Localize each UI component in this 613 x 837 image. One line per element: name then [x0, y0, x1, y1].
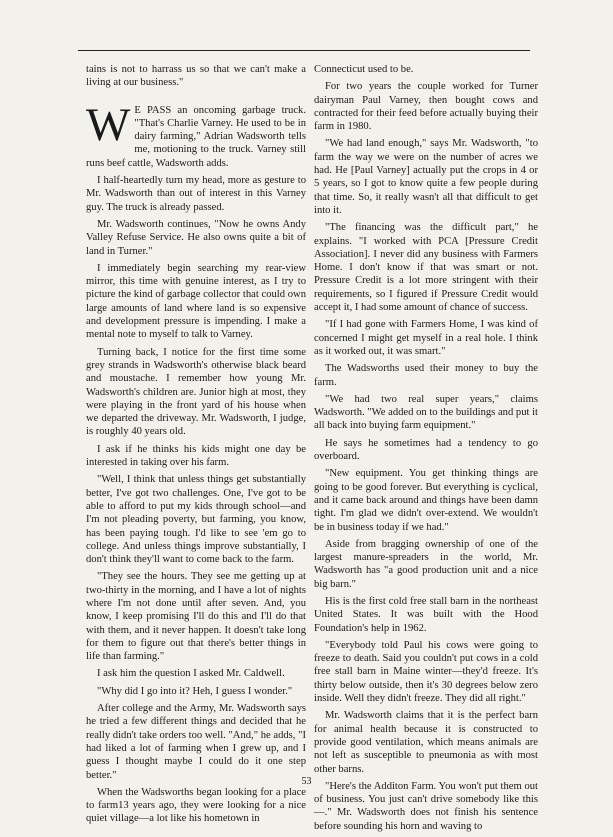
paragraph: Mr. Wadsworth continues, "Now he owns Andy Valley Refuse Service. He also owns quite a bit of land in Turner." — [86, 218, 306, 257]
right-column — [314, 63, 538, 837]
paragraph: "Everybody told Paul his cows were going to freeze to death. Said you couldn't put cows in a cold free stall barn in Maine winter—they'd freeze. It's thirty below outside, then it's 30 degrees below zero inside. Well they didn't freeze. They did all right." — [314, 639, 538, 705]
paragraph: His is the first cold free stall barn in the northeast United States. It was built with the Hood Foundation's help in 1962. — [314, 595, 538, 634]
paragraph: The Wadsworths used their money to buy the farm. — [314, 363, 538, 388]
paragraph: Mr. Wadsworth claims that it is the perfect barn for animal health because it is constructed to provide good ventilation, which means animals are not left as susceptible to pneumonia as with most other barns. — [314, 710, 538, 775]
paragraph: "Why did I go into it? Heh, I guess I wonder." — [97, 685, 293, 697]
paragraph: For two years the couple worked for Turner dairyman Paul Varney, then bought cows and contracted for their feed before actually buying their farm in 1980. — [314, 81, 538, 133]
paragraph: When the Wadsworths began looking for a place to farm13 years ago, they were looking for a nice quiet village—a lot like his hometown in — [86, 786, 306, 825]
paragraph: I ask him the question I asked Mr. Caldwell. — [97, 668, 285, 680]
paragraph: After college and the Army, Mr. Wadsworth says he tried a few different things and decided that he really didn't take orders too well. "And," he adds, "I had liked a lot of farming when I grew up, and I guess I thought maybe I could do it one step better." — [86, 703, 306, 781]
paragraph: I half-heartedly turn my head, more as gesture to Mr. Wadsworth than out of interest in this Varney guy. The truck is already passed. — [86, 175, 306, 213]
paragraph: "They see the hours. They see me getting up at two-thirty in the morning, and I have a lot of nights where I'm not done until after seven. And, you know, I keep promising I'll do this and I'll do that with them, and it never happen. It doesn't take long for them to figure out that there's better things in life than farming." — [86, 571, 306, 663]
paragraph: He says he sometimes had a tendency to go overboard. — [314, 437, 538, 463]
paragraph-text: E PASS an oncoming garbage truck. "That's Charlie Varney. He used to be in dairy farming," Adrian Wadsworth tells me, motioning to the truck. Varney still runs beef cattle, Wadsworth adds. — [86, 104, 306, 169]
top-rule — [78, 50, 530, 51]
paragraph: "We had two real super years," claims Wadsworth. "We added on to the buildings and put it all back into buying farm equipment." — [314, 393, 538, 432]
paragraph: "If I had gone with Farmers Home, I was kind of concerned I might get myself in a real hole. I think as it worked out, it was smart." — [314, 319, 538, 357]
paragraph: I ask if he thinks his kids might one day be interested in taking over his farm. — [86, 443, 306, 469]
paragraph-dropcap — [86, 98, 306, 170]
left-column — [86, 63, 306, 830]
paragraph: "Well, I think that unless things get substantially better, I've got two challenges. One, I've got to be able to afford to put my kids through school—and I'm not pleading poverty, but farming, you know, has been paying tough. I'd like to see 'em go to college. And unless things improve substantially, I don't think they'll want to come back to the farm. — [86, 474, 306, 566]
drop-cap: W — [86, 98, 131, 151]
paragraph: "New equipment. You get thinking things are going to be good forever. But everything is cyclical, and it came back around and things have been damn tight. I'm glad we didn't over-extend. We wouldn't be in business today if we had." — [314, 468, 538, 533]
paragraph: tains is not to harrass us so that we can't make a living at our business." — [86, 64, 306, 89]
paragraph: Connecticut used to be. — [314, 64, 414, 75]
paragraph: "The financing was the difficult part," he explains. "I worked with PCA [Pressure Credit Association]. I never did any business with Farmers Home. I don't know if that was smart or not. Pressure Credit is a lot more stringent with their requirements, so I figured if Pressure Credit would accept it, I had some amount of chance of success. — [314, 222, 538, 314]
page-number: 53 — [301, 776, 312, 787]
paragraph: Turning back, I notice for the first time some grey strands in Wadsworth's otherwise black beard and moustache. I remember how young Mr. Wadsworth's children are. Junior high at most, they were playing in the front yard of his house when we departed the driveway. Mr. Wadsworth, I judge, is roughly 40 years old. — [86, 346, 306, 438]
paragraph: I immediately begin searching my rear-view mirror, this time with genuine interest, as I try to picture the kind of garbage collector that could own large amounts of land where land is so expensive and development pressure is impending. I make a mental note to myself to talk to Varney. — [86, 262, 306, 341]
paragraph: "We had land enough," says Mr. Wadsworth, "to farm the way we were on the number of acres we had. He [Paul Varney] actually put the crops in 4 or 5 years, so I got to know quite a few people during that time. So, it really wasn't all that difficult to get into it. — [314, 138, 538, 216]
paragraph: Aside from bragging ownership of one of the largest manure-spreaders in the world, Mr. Wadsworth has "a good production unit and a nice big barn." — [314, 538, 538, 590]
paragraph: "Here's the Additon Farm. You won't put them out of business. You just can't drive somebody like this—." Mr. Wadsworth does not finish his sentence before sounding his horn and waving to — [314, 780, 538, 832]
